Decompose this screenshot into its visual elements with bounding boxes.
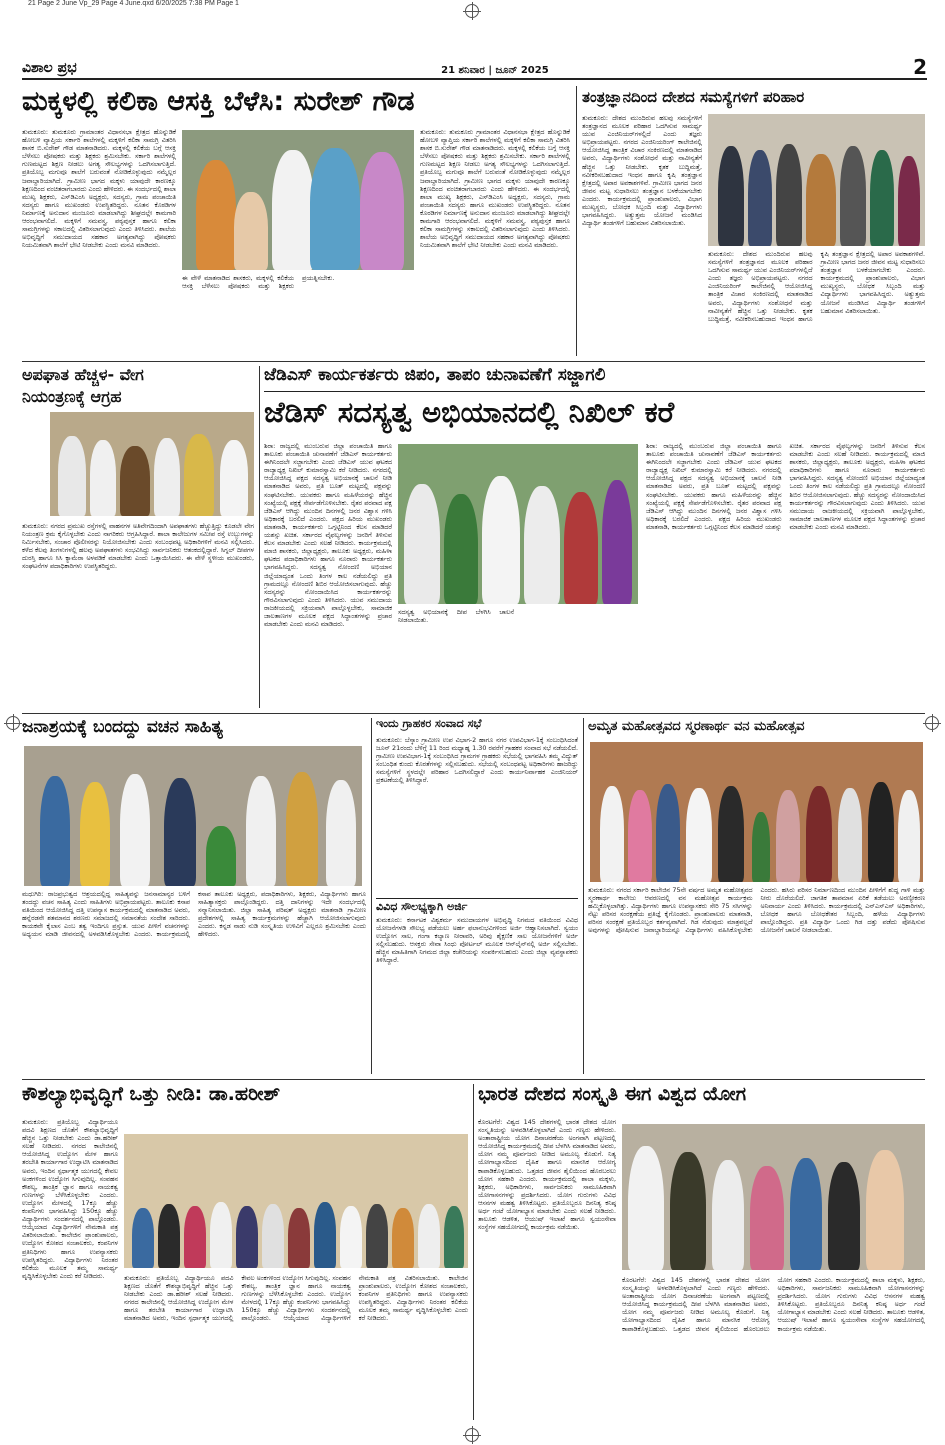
article-photo bbox=[590, 742, 923, 882]
headline: ಜೆಡಿಸ್ ಸದಸ್ಯತ್ವ ಅಭಿಯಾನದಲ್ಲಿ ನಿಖಿಲ್ ಕರೆ bbox=[264, 395, 675, 429]
column-rule bbox=[371, 718, 372, 1074]
column-rule bbox=[576, 86, 577, 356]
row-rule bbox=[22, 713, 925, 714]
article-photo bbox=[124, 1134, 468, 1268]
registration-mark-icon bbox=[465, 1428, 479, 1442]
column-rule bbox=[473, 1084, 474, 1420]
headline: ತಂತ್ರಜ್ಞಾನದಿಂದ ದೇಶದ ಸಮಸ್ಯೆಗಳಿಗೆ ಪರಿಹಾರ bbox=[582, 88, 805, 106]
headline: ಕೌಶಲ್ಯಾಭಿವೃದ್ಧಿಗೆ ಒತ್ತು ನೀಡಿ: ಡಾ.ಹರೀಶ್ bbox=[22, 1084, 281, 1105]
article-skill-development bbox=[22, 1084, 468, 1420]
article-body-continued: ತುಮಕೂರು: ದೇಶದ ಮುಂದಿರುವ ಹಲವು ಸಮಸ್ಯೆಗಳಿಗೆ ತಂತ್ರಜ್ಞಾನದ ಮೂಲಕ ಪರಿಹಾರ ಒದಗಿಸುವ ಸಾಮರ್ಥ್ಯ ಯುವ ಎಂಜಿನಿಯರ್‌ಗಳಲ್ಲಿದೆ ಎಂದು ತಜ್ಞರು ಅಭಿಪ್ರಾಯಪಟ್ಟರು. ನಗರದ ಎಂಜಿನಿಯರಿಂಗ್ ಕಾಲೇಜಿನಲ್ಲಿ ಆಯೋಜಿಸಿದ್ದ ತಾಂತ್ರಿಕ ವಿಚಾರ ಸಂಕಿರಣದಲ್ಲಿ ಮಾತನಾಡಿದ ಅವರು, ವಿದ್ಯಾರ್ಥಿಗಳು ಸಂಶೋಧನೆ ಮತ್ತು ನಾವೀನ್ಯತೆಗೆ ಹೆಚ್ಚಿನ ಒತ್ತು ನೀಡಬೇಕು. ಕೃತಕ ಬುದ್ಧಿಮತ್ತೆ, ನವೀಕರಿಸಬಹುದಾದ ಇಂಧನ ಹಾಗೂ ಕೃಷಿ ತಂತ್ರಜ್ಞಾನ ಕ್ಷೇತ್ರದಲ್ಲಿ ಅಪಾರ ಅವಕಾಶಗಳಿವೆ. ಗ್ರಾಮೀಣ ಭಾಗದ ಜನರ ಜೀವನ ಮಟ್ಟ ಸುಧಾರಿಸಲು ತಂತ್ರಜ್ಞಾನ ಬಳಕೆಯಾಗಬೇಕು ಎಂದರು. ಕಾರ್ಯಕ್ರಮದಲ್ಲಿ ಪ್ರಾಂಶುಪಾಲರು, ವಿಭಾಗ ಮುಖ್ಯಸ್ಥರು, ಬೋಧಕ ಸಿಬ್ಬಂದಿ ಮತ್ತು ವಿದ್ಯಾರ್ಥಿಗಳು ಭಾಗವಹಿಸಿದ್ದರು. ಅತ್ಯುತ್ತಮ ಯೋಜನೆ ಮಂಡಿಸಿದ ವಿದ್ಯಾರ್ಥಿ ತಂಡಗಳಿಗೆ ಬಹುಮಾನ ವಿತರಿಸಲಾಯಿತು. bbox=[708, 250, 925, 323]
masthead bbox=[22, 55, 927, 80]
photo-caption: ಸದಸ್ಯತ್ವ ಅಭಿಯಾನಕ್ಕೆ ದೀಪ ಬೆಳಗಿಸಿ ಚಾಲನೆ ನೀಡಲಾಯಿತು. bbox=[398, 608, 514, 625]
headline: ಇಂದು ಗ್ರಾಹಕರ ಸಂವಾದ ಸಭೆ bbox=[376, 718, 482, 730]
headline-line-2: ನಿಯಂತ್ರಣಕ್ಕೆ ಆಗ್ರಹ bbox=[22, 388, 122, 406]
column-rule bbox=[259, 366, 260, 708]
article-technology-solutions bbox=[582, 86, 925, 356]
article-body-continued: ಶಿರಾ: ರಾಜ್ಯದಲ್ಲಿ ಮುಂಬರುವ ಜಿಲ್ಲಾ ಪಂಚಾಯಿತಿ ಹಾಗೂ ತಾಲೂಕು ಪಂಚಾಯಿತಿ ಚುನಾವಣೆಗೆ ಜೆಡಿಎಸ್ ಕಾರ್ಯಕರ್ತರು ಈಗಿನಿಂದಲೇ ಸಜ್ಜಾಗಬೇಕು ಎಂದು ಜೆಡಿಎಸ್ ಯುವ ಘಟಕದ ರಾಜ್ಯಾಧ್ಯಕ್ಷ ನಿಖಿಲ್ ಕುಮಾರಸ್ವಾಮಿ ಕರೆ ನೀಡಿದರು. ನಗರದಲ್ಲಿ ಆಯೋಜಿಸಿದ್ದ ಪಕ್ಷದ ಸದಸ್ಯತ್ವ ಅಭಿಯಾನಕ್ಕೆ ಚಾಲನೆ ನೀಡಿ ಮಾತನಾಡಿದ ಅವರು, ಪ್ರತಿ ಬೂತ್ ಮಟ್ಟದಲ್ಲಿ ಪಕ್ಷವನ್ನು ಸಂಘಟಿಸಬೇಕು. ಯುವಕರು ಹಾಗೂ ಮಹಿಳೆಯರನ್ನು ಹೆಚ್ಚಿನ ಸಂಖ್ಯೆಯಲ್ಲಿ ಪಕ್ಷಕ್ಕೆ ಸೇರ್ಪಡೆಗೊಳಿಸಬೇಕು. ರೈತರ ಪರವಾದ ಪಕ್ಷ ಜೆಡಿಎಸ್ ಆಗಿದ್ದು ಮುಂದಿನ ದಿನಗಳಲ್ಲಿ ಜನರ ವಿಶ್ವಾಸ ಗಳಿಸಿ ಅಧಿಕಾರಕ್ಕೆ ಬರಲಿದೆ ಎಂದರು. ಪಕ್ಷದ ಹಿರಿಯ ಮುಖಂಡರು ಮಾತನಾಡಿ, ಕಾರ್ಯಕರ್ತರು ಒಗ್ಗಟ್ಟಿನಿಂದ ಕೆಲಸ ಮಾಡಿದರೆ ಯಶಸ್ಸು ಖಚಿತ. ಸರ್ಕಾರದ ವೈಫಲ್ಯಗಳನ್ನು ಜನರಿಗೆ ತಿಳಿಸುವ ಕೆಲಸ ಮಾಡಬೇಕು ಎಂದು ಸಲಹೆ ನೀಡಿದರು. ಕಾರ್ಯಕ್ರಮದಲ್ಲಿ ಮಾಜಿ ಶಾಸಕರು, ಜಿಲ್ಲಾಧ್ಯಕ್ಷರು, ತಾಲೂಕು ಅಧ್ಯಕ್ಷರು, ಮಹಿಳಾ ಘಟಕದ ಪದಾಧಿಕಾರಿಗಳು ಹಾಗೂ ನೂರಾರು ಕಾರ್ಯಕರ್ತರು ಭಾಗವಹಿಸಿದ್ದರು. ಸದಸ್ಯತ್ವ ನೋಂದಣಿ ಅಭಿಯಾನ ಜಿಲ್ಲೆಯಾದ್ಯಂತ ಒಂದು ತಿಂಗಳ ಕಾಲ ನಡೆಯಲಿದ್ದು ಪ್ರತಿ ಗ್ರಾಮದಲ್ಲೂ ನೋಂದಣಿ ಶಿಬಿರ ಆಯೋಜಿಸಲಾಗುವುದು. ಹೆಚ್ಚು ಸದಸ್ಯರನ್ನು ನೋಂದಾಯಿಸಿದ ಕಾರ್ಯಕರ್ತರನ್ನು ಗೌರವಿಸಲಾಗುವುದು ಎಂದು ತಿಳಿಸಿದರು. ಯುವ ಸಮುದಾಯ ರಾಜಕೀಯದಲ್ಲಿ ಸಕ್ರಿಯವಾಗಿ ಪಾಲ್ಗೊಳ್ಳಬೇಕು, ಸಾಮಾಜಿಕ ಜಾಲತಾಣಗಳ ಮೂಲಕ ಪಕ್ಷದ ಸಿದ್ಧಾಂತಗಳನ್ನು ಪ್ರಚಾರ ಮಾಡಬೇಕು ಎಂದು ಮನವಿ ಮಾಡಿದರು. bbox=[646, 442, 925, 531]
article-accident-rise bbox=[22, 366, 254, 708]
headline-line-1: ಅಪಘಾತ ಹೆಚ್ಚಳ- ವೇಗ bbox=[22, 366, 144, 384]
column-rule bbox=[583, 718, 584, 1074]
article-body: ತುಮಕೂರು: ಬೆಸ್ಕಾಂ ಗ್ರಾಮೀಣ ಉಪ ವಿಭಾಗ-2 ಹಾಗೂ ನಗರ ಉಪವಿಭಾಗ-1ಕ್ಕೆ ಸಂಬಂಧಿಸಿದಂತೆ ಜೂನ್ 21ರಂದು ಬೆಳಿಗ್ಗೆ 11 ರಿಂದ ಮಧ್ಯಾಹ್ನ 1.30 ರವರೆಗೆ ಗ್ರಾಹಕರ ಸಂವಾದ ಸಭೆ ನಡೆಯಲಿದೆ. ಗ್ರಾಮೀಣ ಉಪವಿಭಾಗ-1ಕ್ಕೆ ಸಂಬಂಧಿಸಿದ ಗ್ರಾಮಗಳ ಗ್ರಾಹಕರು ಸಭೆಯಲ್ಲಿ ಭಾಗವಹಿಸಿ ತಮ್ಮ ವಿದ್ಯುತ್ ಸಂಬಂಧಿತ ಕುಂದು ಕೊರತೆಗಳನ್ನು ಸಲ್ಲಿಸಬಹುದು. ಸಭೆಯಲ್ಲಿ ಸಂಬಂಧಪಟ್ಟ ಅಧಿಕಾರಿಗಳು ಹಾಜರಿದ್ದು ಸಮಸ್ಯೆಗಳಿಗೆ ಸ್ಥಳದಲ್ಲೇ ಪರಿಹಾರ ಒದಗಿಸಲಿದ್ದಾರೆ ಎಂದು ಕಾರ್ಯನಿರ್ವಾಹಕ ಎಂಜಿನಿಯರ್ ಪ್ರಕಟಣೆಯಲ್ಲಿ ತಿಳಿಸಿದ್ದಾರೆ. bbox=[376, 736, 578, 785]
registration-mark-icon bbox=[6, 716, 20, 730]
article-body: ಕೊರಟಗೆರೆ: ವಿಶ್ವದ 145 ದೇಶಗಳಲ್ಲಿ ಭಾರತ ದೇಶದ ಯೋಗ ಸಂಸ್ಕೃತಿಯನ್ನು ಅಳವಡಿಸಿಕೊಳ್ಳಲಾಗಿದೆ ಎಂದು ಗಣ್ಯರು ಹೇಳಿದರು. ಅಂತಾರಾಷ್ಟ್ರೀಯ ಯೋಗ ದಿನಾಚರಣೆಯ ಅಂಗವಾಗಿ ಪಟ್ಟಣದಲ್ಲಿ ಆಯೋಜಿಸಿದ್ದ ಕಾರ್ಯಕ್ರಮದಲ್ಲಿ ದೀಪ ಬೆಳಗಿಸಿ ಮಾತನಾಡಿದ ಅವರು, ಯೋಗ ನಮ್ಮ ಪೂರ್ವಜರು ನೀಡಿದ ಅಮೂಲ್ಯ ಕೊಡುಗೆ. ನಿತ್ಯ ಯೋಗಾಭ್ಯಾಸದಿಂದ ದೈಹಿಕ ಹಾಗೂ ಮಾನಸಿಕ ಆರೋಗ್ಯ ಕಾಪಾಡಿಕೊಳ್ಳಬಹುದು. ಒತ್ತಡದ ಜೀವನ ಶೈಲಿಯಿಂದ ಹೊರಬರಲು ಯೋಗ ಸಹಕಾರಿ ಎಂದರು. ಕಾರ್ಯಕ್ರಮದಲ್ಲಿ ಶಾಲಾ ಮಕ್ಕಳು, ಶಿಕ್ಷಕರು, ಅಧಿಕಾರಿಗಳು, ಸಾರ್ವಜನಿಕರು ಸಾಮೂಹಿಕವಾಗಿ ಯೋಗಾಸನಗಳನ್ನು ಪ್ರದರ್ಶಿಸಿದರು. ಯೋಗ ಗುರುಗಳು ವಿವಿಧ ಆಸನಗಳ ಮಹತ್ವ ತಿಳಿಸಿಕೊಟ್ಟರು. ಪ್ರತಿಯೊಬ್ಬರೂ ದಿನನಿತ್ಯ ಕನಿಷ್ಠ ಅರ್ಧ ಗಂಟೆ ಯೋಗಾಭ್ಯಾಸ ಮಾಡಬೇಕು ಎಂದು ಸಲಹೆ ನೀಡಿದರು. ತಾಲೂಕು ಆಡಳಿತ, ಆಯುಷ್ ಇಲಾಖೆ ಹಾಗೂ ಸ್ವಯಂಸೇವಾ ಸಂಸ್ಥೆಗಳ ಸಹಯೋಗದಲ್ಲಿ ಕಾರ್ಯಕ್ರಮ ನಡೆಯಿತು. bbox=[478, 1118, 616, 1232]
article-body: ತುಮಕೂರು: ನಗರದ ಪ್ರಮುಖ ರಸ್ತೆಗಳಲ್ಲಿ ವಾಹನಗಳ ಅತಿವೇಗದಿಂದಾಗಿ ಅಪಘಾತಗಳು ಹೆಚ್ಚುತ್ತಿದ್ದು ಕೂಡಲೇ ವೇಗ ನಿಯಂತ್ರಣ ಕ್ರಮ ಕೈಗೊಳ್ಳಬೇಕು ಎಂದು ನಾಗರಿಕರು ಆಗ್ರಹಿಸಿದ್ದಾರೆ. ಶಾಲಾ ಕಾಲೇಜುಗಳ ಸಮೀಪ ರಸ್ತೆ ಉಬ್ಬುಗಳನ್ನು ನಿರ್ಮಿಸಬೇಕು, ಸಂಚಾರ ಪೊಲೀಸರನ್ನು ನಿಯೋಜಿಸಬೇಕು ಎಂದು ಸಂಬಂಧಪಟ್ಟ ಅಧಿಕಾರಿಗಳಿಗೆ ಮನವಿ ಸಲ್ಲಿಸಿದರು. ಕಳೆದ ಕೆಲವು ತಿಂಗಳುಗಳಲ್ಲಿ ಹಲವು ಅಪಘಾತಗಳು ಸಂಭವಿಸಿದ್ದು ಸಾರ್ವಜನಿಕರು ಆತಂಕದಲ್ಲಿದ್ದಾರೆ. ಸಿಗ್ನಲ್ ದೀಪಗಳ ದುರಸ್ತಿ ಹಾಗೂ ಸಿಸಿ ಕ್ಯಾಮೆರಾ ಅಳವಡಿಕೆ ಮಾಡಬೇಕು ಎಂದು ಒತ್ತಾಯಿಸಿದರು. ಈ ವೇಳೆ ಸ್ಥಳೀಯ ಮುಖಂಡರು, ಸಂಘಟನೆಗಳ ಪದಾಧಿಕಾರಿಗಳು ಉಪಸ್ಥಿತರಿದ್ದರು. bbox=[22, 522, 254, 571]
registration-mark-icon bbox=[465, 4, 479, 18]
issue-date: 21 ಶನಿವಾರ | ಜೂನ್ 2025 bbox=[441, 65, 549, 76]
photo-caption: ಈ ವೇಳೆ ಮಾತನಾಡಿದ ಶಾಸಕರು, ಮಕ್ಕಳಲ್ಲಿ ಕಲಿಕೆಯ ಆಸಕ್ತಿ ಬೆಳೆಸಲು ಪೋಷಕರು ಮತ್ತು ಶಿಕ್ಷಕರು ಪ್ರಯತ್ನಿಸಬೇಕು. bbox=[182, 274, 335, 291]
article-yoga-culture bbox=[478, 1084, 925, 1420]
row-rule bbox=[22, 1079, 925, 1080]
article-photo bbox=[398, 444, 638, 604]
sub-headline: ವಿವಿಧ ಸೌಲಭ್ಯಕ್ಕಾಗಿ ಅರ್ಜಿ bbox=[376, 898, 578, 914]
article-photo bbox=[24, 746, 362, 886]
newspaper-title: ವಿಶಾಲ ಪ್ರಭ bbox=[22, 60, 77, 76]
article-photo bbox=[50, 412, 254, 516]
article-body: ತುಮಕೂರು: ದೇಶದ ಮುಂದಿರುವ ಹಲವು ಸಮಸ್ಯೆಗಳಿಗೆ ತಂತ್ರಜ್ಞಾನದ ಮೂಲಕ ಪರಿಹಾರ ಒದಗಿಸುವ ಸಾಮರ್ಥ್ಯ ಯುವ ಎಂಜಿನಿಯರ್‌ಗಳಲ್ಲಿದೆ ಎಂದು ತಜ್ಞರು ಅಭಿಪ್ರಾಯಪಟ್ಟರು. ನಗರದ ಎಂಜಿನಿಯರಿಂಗ್ ಕಾಲೇಜಿನಲ್ಲಿ ಆಯೋಜಿಸಿದ್ದ ತಾಂತ್ರಿಕ ವಿಚಾರ ಸಂಕಿರಣದಲ್ಲಿ ಮಾತನಾಡಿದ ಅವರು, ವಿದ್ಯಾರ್ಥಿಗಳು ಸಂಶೋಧನೆ ಮತ್ತು ನಾವೀನ್ಯತೆಗೆ ಹೆಚ್ಚಿನ ಒತ್ತು ನೀಡಬೇಕು. ಕೃತಕ ಬುದ್ಧಿಮತ್ತೆ, ನವೀಕರಿಸಬಹುದಾದ ಇಂಧನ ಹಾಗೂ ಕೃಷಿ ತಂತ್ರಜ್ಞಾನ ಕ್ಷೇತ್ರದಲ್ಲಿ ಅಪಾರ ಅವಕಾಶಗಳಿವೆ. ಗ್ರಾಮೀಣ ಭಾಗದ ಜನರ ಜೀವನ ಮಟ್ಟ ಸುಧಾರಿಸಲು ತಂತ್ರಜ್ಞಾನ ಬಳಕೆಯಾಗಬೇಕು ಎಂದರು. ಕಾರ್ಯಕ್ರಮದಲ್ಲಿ ಪ್ರಾಂಶುಪಾಲರು, ವಿಭಾಗ ಮುಖ್ಯಸ್ಥರು, ಬೋಧಕ ಸಿಬ್ಬಂದಿ ಮತ್ತು ವಿದ್ಯಾರ್ಥಿಗಳು ಭಾಗವಹಿಸಿದ್ದರು. ಅತ್ಯುತ್ತಮ ಯೋಜನೆ ಮಂಡಿಸಿದ ವಿದ್ಯಾರ್ಥಿ ತಂಡಗಳಿಗೆ ಬಹುಮಾನ ವಿತರಿಸಲಾಯಿತು. bbox=[582, 114, 702, 228]
article-body: ಮಧುಗಿರಿ: ರಾಜಪ್ರಭುತ್ವದ ಆಶ್ರಯದಲ್ಲಿದ್ದ ಸಾಹಿತ್ಯವನ್ನು ಜನಸಾಮಾನ್ಯರ ಬಳಿಗೆ ತಂದದ್ದು ವಚನ ಸಾಹಿತ್ಯ ಎಂದು ಸಾಹಿತಿಗಳು ಅಭಿಪ್ರಾಯಪಟ್ಟರು. ತಾಲೂಕು ಕಸಾಪ ವತಿಯಿಂದ ಆಯೋಜಿಸಿದ್ದ ದತ್ತಿ ಉಪನ್ಯಾಸ ಕಾರ್ಯಕ್ರಮದಲ್ಲಿ ಮಾತನಾಡಿದ ಅವರು, ಹನ್ನೆರಡನೇ ಶತಮಾನದ ಶರಣರು ಸಮಾಜದಲ್ಲಿ ಸಮಾನತೆಯ ಸಂದೇಶ ಸಾರಿದರು. ಕಾಯಕವೇ ಕೈಲಾಸ ಎಂಬ ತತ್ವ ಇಂದಿಗೂ ಪ್ರಸ್ತುತ. ಯುವ ಪೀಳಿಗೆ ವಚನಗಳನ್ನು ಅಧ್ಯಯನ ಮಾಡಿ ಜೀವನದಲ್ಲಿ ಅಳವಡಿಸಿಕೊಳ್ಳಬೇಕು ಎಂದರು. ಕಾರ್ಯಕ್ರಮದಲ್ಲಿ ಕಸಾಪ ತಾಲೂಕು ಅಧ್ಯಕ್ಷರು, ಪದಾಧಿಕಾರಿಗಳು, ಶಿಕ್ಷಕರು, ವಿದ್ಯಾರ್ಥಿಗಳು ಹಾಗೂ ಸಾಹಿತ್ಯಾಸಕ್ತರು ಪಾಲ್ಗೊಂಡಿದ್ದರು. ದತ್ತಿ ದಾನಿಗಳನ್ನು ಇದೇ ಸಂದರ್ಭದಲ್ಲಿ ಸನ್ಮಾನಿಸಲಾಯಿತು. ಜಿಲ್ಲಾ ಸಾಹಿತ್ಯ ಪರಿಷತ್ ಅಧ್ಯಕ್ಷರು ಮಾತನಾಡಿ ಗ್ರಾಮೀಣ ಪ್ರದೇಶಗಳಲ್ಲಿ ಸಾಹಿತ್ಯ ಕಾರ್ಯಕ್ರಮಗಳನ್ನು ಹೆಚ್ಚಾಗಿ ಆಯೋಜಿಸಲಾಗುವುದು ಎಂದರು. ಕನ್ನಡ ನಾಡು ನುಡಿ ಸಂಸ್ಕೃತಿಯ ಉಳಿವಿಗೆ ಎಲ್ಲರೂ ಶ್ರಮಿಸಬೇಕು ಎಂದು ಹೇಳಿದರು. bbox=[22, 890, 366, 939]
article-photo bbox=[708, 114, 925, 246]
article-photo bbox=[182, 130, 414, 270]
row-rule bbox=[22, 361, 925, 362]
page-number: 2 bbox=[913, 55, 927, 79]
article-body-continued: ತುಮಕೂರು: ತುಮಕೂರು ಗ್ರಾಮಾಂತರ ವಿಧಾನಸಭಾ ಕ್ಷೇತ್ರದ ಹೊನ್ನುಡಿಕೆ ಹೋಬಳಿ ವ್ಯಾಪ್ತಿಯ ಸರ್ಕಾರಿ ಶಾಲೆಗಳಲ್ಲಿ ಮಕ್ಕಳಿಗೆ ಕಲಿಕಾ ಸಾಮಗ್ರಿ ವಿತರಿಸಿ ಶಾಸಕ ಬಿ.ಸುರೇಶ್ ಗೌಡ ಮಾತನಾಡಿದರು. ಮಕ್ಕಳಲ್ಲಿ ಕಲಿಕೆಯ ಬಗ್ಗೆ ಆಸಕ್ತಿ ಬೆಳೆಸಲು ಪೋಷಕರು ಮತ್ತು ಶಿಕ್ಷಕರು ಶ್ರಮಿಸಬೇಕು. ಸರ್ಕಾರಿ ಶಾಲೆಗಳಲ್ಲಿ ಗುಣಮಟ್ಟದ ಶಿಕ್ಷಣ ನೀಡಲು ಅಗತ್ಯ ಸೌಲಭ್ಯಗಳನ್ನು ಒದಗಿಸಲಾಗುತ್ತಿದೆ. ಪ್ರತಿಯೊಬ್ಬ ಮಗುವೂ ಶಾಲೆಗೆ ಬರುವಂತೆ ನೋಡಿಕೊಳ್ಳುವುದು ನಮ್ಮೆಲ್ಲರ ಜವಾಬ್ದಾರಿಯಾಗಿದೆ. ಗ್ರಾಮೀಣ ಭಾಗದ ಮಕ್ಕಳು ಯಾವುದೇ ಕಾರಣಕ್ಕೂ ಶಿಕ್ಷಣದಿಂದ ವಂಚಿತರಾಗಬಾರದು ಎಂದು ಹೇಳಿದರು. ಈ ಸಂದರ್ಭದಲ್ಲಿ ಶಾಲಾ ಮುಖ್ಯ ಶಿಕ್ಷಕರು, ಎಸ್‌ಡಿಎಂಸಿ ಅಧ್ಯಕ್ಷರು, ಸದಸ್ಯರು, ಗ್ರಾಮ ಪಂಚಾಯಿತಿ ಸದಸ್ಯರು ಹಾಗೂ ಮುಖಂಡರು ಉಪಸ್ಥಿತರಿದ್ದರು. ನೂತನ ಕೊಠಡಿಗಳ ನಿರ್ಮಾಣಕ್ಕೆ ಅನುದಾನ ಮಂಜೂರು ಮಾಡಲಾಗಿದ್ದು ಶೀಘ್ರದಲ್ಲೇ ಕಾಮಗಾರಿ ಆರಂಭವಾಗಲಿದೆ. ಮಕ್ಕಳಿಗೆ ಸಮವಸ್ತ್ರ, ಪಠ್ಯಪುಸ್ತಕ ಹಾಗೂ ಕಲಿಕಾ ಸಾಮಗ್ರಿಗಳನ್ನು ಸಕಾಲದಲ್ಲಿ ವಿತರಿಸಲಾಗುವುದು ಎಂದು ತಿಳಿಸಿದರು. ಶಾಲೆಯ ಅಭಿವೃದ್ಧಿಗೆ ಸಮುದಾಯದ ಸಹಕಾರ ಅಗತ್ಯವಾಗಿದ್ದು ಪೋಷಕರು ನಿಯಮಿತವಾಗಿ ಶಾಲೆಗೆ ಭೇಟಿ ನೀಡಬೇಕು ಎಂದು ಮನವಿ ಮಾಡಿದರು. bbox=[420, 128, 570, 250]
print-slug: 21 Page 2 June Vp_29 Page 4 June.qxd 6/20/2025 7:38 PM Page 1 bbox=[28, 0, 239, 7]
headline: ಮಕ್ಕಳಲ್ಲಿ ಕಲಿಕಾ ಆಸಕ್ತಿ ಬೆಳೆಸಿ: ಸುರೇಶ್ ಗೌಡ bbox=[22, 86, 415, 117]
headline: ಭಾರತ ದೇಶದ ಸಂಸ್ಕೃತಿ ಈಗ ವಿಶ್ವದ ಯೋಗ bbox=[478, 1084, 746, 1105]
article-body: ತುಮಕೂರು: ನಗರದ ಸರ್ಕಾರಿ ಕಾಲೇಜಿನ 75ನೇ ವರ್ಷದ ಅಮೃತ ಮಹೋತ್ಸವದ ಸ್ಮರಣಾರ್ಥ ಕಾಲೇಜು ಆವರಣದಲ್ಲಿ ವನ ಮಹೋತ್ಸವ ಕಾರ್ಯಕ್ರಮ ಹಮ್ಮಿಕೊಳ್ಳಲಾಗಿತ್ತು. ವಿದ್ಯಾರ್ಥಿಗಳು ಹಾಗೂ ಉಪನ್ಯಾಸಕರು ಸೇರಿ 75 ಸಸಿಗಳನ್ನು ನೆಟ್ಟು ಪರಿಸರ ಸಂರಕ್ಷಣೆಯ ಪ್ರತಿಜ್ಞೆ ಕೈಗೊಂಡರು. ಪ್ರಾಂಶುಪಾಲರು ಮಾತನಾಡಿ, ಪರಿಸರ ಸಂರಕ್ಷಣೆ ಪ್ರತಿಯೊಬ್ಬರ ಕರ್ತವ್ಯವಾಗಿದೆ. ಗಿಡ ನೆಡುವುದು ಮಾತ್ರವಲ್ಲದೆ ಅವುಗಳನ್ನು ಪೋಷಿಸುವ ಜವಾಬ್ದಾರಿಯನ್ನೂ ವಿದ್ಯಾರ್ಥಿಗಳು ವಹಿಸಿಕೊಳ್ಳಬೇಕು ಎಂದರು. ಹಸಿರು ಪರಿಸರ ನಿರ್ಮಾಣದಿಂದ ಮುಂದಿನ ಪೀಳಿಗೆಗೆ ಶುದ್ಧ ಗಾಳಿ ಮತ್ತು ನೀರು ದೊರೆಯಲಿದೆ. ಜಾಗತಿಕ ತಾಪಮಾನ ಏರಿಕೆ ತಡೆಯಲು ಅರಣ್ಯೀಕರಣ ಅನಿವಾರ್ಯ ಎಂದು ತಿಳಿಸಿದರು. ಕಾರ್ಯಕ್ರಮದಲ್ಲಿ ಎನ್‌ಎಸ್‌ಎಸ್ ಅಧಿಕಾರಿಗಳು, ಬೋಧಕ ಹಾಗೂ ಬೋಧಕೇತರ ಸಿಬ್ಬಂದಿ, ಹಳೆಯ ವಿದ್ಯಾರ್ಥಿಗಳು ಪಾಲ್ಗೊಂಡಿದ್ದರು. ಪ್ರತಿ ವಿದ್ಯಾರ್ಥಿ ಒಂದು ಗಿಡ ದತ್ತು ಪಡೆದು ಪೋಷಿಸುವ ಯೋಜನೆಗೆ ಚಾಲನೆ ನೀಡಲಾಯಿತು. bbox=[588, 886, 925, 935]
headline: ಜನಾಶ್ರಯಕ್ಕೆ ಬಂದದ್ದು ವಚನ ಸಾಹಿತ್ಯ bbox=[22, 718, 223, 737]
registration-mark-icon bbox=[925, 716, 939, 730]
article-jds-membership bbox=[264, 366, 925, 708]
article-consumer-meeting bbox=[376, 718, 578, 1074]
sub-article-body: ತುಮಕೂರು: ಕರ್ನಾಟಕ ವಿಶ್ವಕರ್ಮ ಸಮುದಾಯಗಳ ಅಭಿವೃದ್ಧಿ ನಿಗಮದ ವತಿಯಿಂದ ವಿವಿಧ ಯೋಜನೆಗಳಡಿ ಸೌಲಭ್ಯ ಪಡೆಯಲು ಅರ್ಹ ಫಲಾನುಭವಿಗಳಿಂದ ಅರ್ಜಿ ಆಹ್ವಾನಿಸಲಾಗಿದೆ. ಸ್ವಯಂ ಉದ್ಯೋಗ ಸಾಲ, ಗಂಗಾ ಕಲ್ಯಾಣ ನೀರಾವರಿ, ಅರಿವು ಶೈಕ್ಷಣಿಕ ಸಾಲ ಯೋಜನೆಗಳಿಗೆ ಅರ್ಜಿ ಸಲ್ಲಿಸಬಹುದು. ಆಸಕ್ತರು ಸೇವಾ ಸಿಂಧು ಪೋರ್ಟಲ್ ಮೂಲಕ ಆನ್‌ಲೈನ್‌ನಲ್ಲಿ ಅರ್ಜಿ ಸಲ್ಲಿಸಬೇಕು. ಹೆಚ್ಚಿನ ಮಾಹಿತಿಗಾಗಿ ನಿಗಮದ ಜಿಲ್ಲಾ ಕಚೇರಿಯನ್ನು ಸಂಪರ್ಕಿಸಬಹುದು ಎಂದು ಜಿಲ್ಲಾ ವ್ಯವಸ್ಥಾಪಕರು ತಿಳಿಸಿದ್ದಾರೆ. bbox=[376, 916, 578, 965]
article-photo bbox=[622, 1124, 925, 1270]
article-vachana-sahitya bbox=[22, 718, 366, 1074]
kicker: ಜೆಡಿಎಸ್ ಕಾರ್ಯಕರ್ತರು ಜಿಪಂ, ತಾಪಂ ಚುನಾವಣೆಗೆ ಸಜ್ಜಾಗಲಿ bbox=[264, 366, 925, 392]
headline: ಅಮೃತ ಮಹೋತ್ಸವದ ಸ್ಮರಣಾರ್ಥ ವನ ಮಹೋತ್ಸವ bbox=[588, 719, 805, 734]
article-learning-interest bbox=[22, 86, 570, 356]
article-body-continued: ಕೊರಟಗೆರೆ: ವಿಶ್ವದ 145 ದೇಶಗಳಲ್ಲಿ ಭಾರತ ದೇಶದ ಯೋಗ ಸಂಸ್ಕೃತಿಯನ್ನು ಅಳವಡಿಸಿಕೊಳ್ಳಲಾಗಿದೆ ಎಂದು ಗಣ್ಯರು ಹೇಳಿದರು. ಅಂತಾರಾಷ್ಟ್ರೀಯ ಯೋಗ ದಿನಾಚರಣೆಯ ಅಂಗವಾಗಿ ಪಟ್ಟಣದಲ್ಲಿ ಆಯೋಜಿಸಿದ್ದ ಕಾರ್ಯಕ್ರಮದಲ್ಲಿ ದೀಪ ಬೆಳಗಿಸಿ ಮಾತನಾಡಿದ ಅವರು, ಯೋಗ ನಮ್ಮ ಪೂರ್ವಜರು ನೀಡಿದ ಅಮೂಲ್ಯ ಕೊಡುಗೆ. ನಿತ್ಯ ಯೋಗಾಭ್ಯಾಸದಿಂದ ದೈಹಿಕ ಹಾಗೂ ಮಾನಸಿಕ ಆರೋಗ್ಯ ಕಾಪಾಡಿಕೊಳ್ಳಬಹುದು. ಒತ್ತಡದ ಜೀವನ ಶೈಲಿಯಿಂದ ಹೊರಬರಲು ಯೋಗ ಸಹಕಾರಿ ಎಂದರು. ಕಾರ್ಯಕ್ರಮದಲ್ಲಿ ಶಾಲಾ ಮಕ್ಕಳು, ಶಿಕ್ಷಕರು, ಅಧಿಕಾರಿಗಳು, ಸಾರ್ವಜನಿಕರು ಸಾಮೂಹಿಕವಾಗಿ ಯೋಗಾಸನಗಳನ್ನು ಪ್ರದರ್ಶಿಸಿದರು. ಯೋಗ ಗುರುಗಳು ವಿವಿಧ ಆಸನಗಳ ಮಹತ್ವ ತಿಳಿಸಿಕೊಟ್ಟರು. ಪ್ರತಿಯೊಬ್ಬರೂ ದಿನನಿತ್ಯ ಕನಿಷ್ಠ ಅರ್ಧ ಗಂಟೆ ಯೋಗಾಭ್ಯಾಸ ಮಾಡಬೇಕು ಎಂದು ಸಲಹೆ ನೀಡಿದರು. ತಾಲೂಕು ಆಡಳಿತ, ಆಯುಷ್ ಇಲಾಖೆ ಹಾಗೂ ಸ್ವಯಂಸೇವಾ ಸಂಸ್ಥೆಗಳ ಸಹಯೋಗದಲ್ಲಿ ಕಾರ್ಯಕ್ರಮ ನಡೆಯಿತು. bbox=[622, 1276, 925, 1333]
article-body: ತುಮಕೂರು: ತುಮಕೂರು ಗ್ರಾಮಾಂತರ ವಿಧಾನಸಭಾ ಕ್ಷೇತ್ರದ ಹೊನ್ನುಡಿಕೆ ಹೋಬಳಿ ವ್ಯಾಪ್ತಿಯ ಸರ್ಕಾರಿ ಶಾಲೆಗಳಲ್ಲಿ ಮಕ್ಕಳಿಗೆ ಕಲಿಕಾ ಸಾಮಗ್ರಿ ವಿತರಿಸಿ ಶಾಸಕ ಬಿ.ಸುರೇಶ್ ಗೌಡ ಮಾತನಾಡಿದರು. ಮಕ್ಕಳಲ್ಲಿ ಕಲಿಕೆಯ ಬಗ್ಗೆ ಆಸಕ್ತಿ ಬೆಳೆಸಲು ಪೋಷಕರು ಮತ್ತು ಶಿಕ್ಷಕರು ಶ್ರಮಿಸಬೇಕು. ಸರ್ಕಾರಿ ಶಾಲೆಗಳಲ್ಲಿ ಗುಣಮಟ್ಟದ ಶಿಕ್ಷಣ ನೀಡಲು ಅಗತ್ಯ ಸೌಲಭ್ಯಗಳನ್ನು ಒದಗಿಸಲಾಗುತ್ತಿದೆ. ಪ್ರತಿಯೊಬ್ಬ ಮಗುವೂ ಶಾಲೆಗೆ ಬರುವಂತೆ ನೋಡಿಕೊಳ್ಳುವುದು ನಮ್ಮೆಲ್ಲರ ಜವಾಬ್ದಾರಿಯಾಗಿದೆ. ಗ್ರಾಮೀಣ ಭಾಗದ ಮಕ್ಕಳು ಯಾವುದೇ ಕಾರಣಕ್ಕೂ ಶಿಕ್ಷಣದಿಂದ ವಂಚಿತರಾಗಬಾರದು ಎಂದು ಹೇಳಿದರು. ಈ ಸಂದರ್ಭದಲ್ಲಿ ಶಾಲಾ ಮುಖ್ಯ ಶಿಕ್ಷಕರು, ಎಸ್‌ಡಿಎಂಸಿ ಅಧ್ಯಕ್ಷರು, ಸದಸ್ಯರು, ಗ್ರಾಮ ಪಂಚಾಯಿತಿ ಸದಸ್ಯರು ಹಾಗೂ ಮುಖಂಡರು ಉಪಸ್ಥಿತರಿದ್ದರು. ನೂತನ ಕೊಠಡಿಗಳ ನಿರ್ಮಾಣಕ್ಕೆ ಅನುದಾನ ಮಂಜೂರು ಮಾಡಲಾಗಿದ್ದು ಶೀಘ್ರದಲ್ಲೇ ಕಾಮಗಾರಿ ಆರಂಭವಾಗಲಿದೆ. ಮಕ್ಕಳಿಗೆ ಸಮವಸ್ತ್ರ, ಪಠ್ಯಪುಸ್ತಕ ಹಾಗೂ ಕಲಿಕಾ ಸಾಮಗ್ರಿಗಳನ್ನು ಸಕಾಲದಲ್ಲಿ ವಿತರಿಸಲಾಗುವುದು ಎಂದು ತಿಳಿಸಿದರು. ಶಾಲೆಯ ಅಭಿವೃದ್ಧಿಗೆ ಸಮುದಾಯದ ಸಹಕಾರ ಅಗತ್ಯವಾಗಿದ್ದು ಪೋಷಕರು ನಿಯಮಿತವಾಗಿ ಶಾಲೆಗೆ ಭೇಟಿ ನೀಡಬೇಕು ಎಂದು ಮನವಿ ಮಾಡಿದರು. bbox=[22, 128, 176, 250]
article-forest-festival bbox=[588, 718, 925, 1074]
article-body-continued: ತುಮಕೂರು: ಪ್ರತಿಯೊಬ್ಬ ವಿದ್ಯಾರ್ಥಿಯೂ ಪದವಿ ಶಿಕ್ಷಣದ ಜೊತೆಗೆ ಕೌಶಲ್ಯಾಭಿವೃದ್ಧಿಗೆ ಹೆಚ್ಚಿನ ಒತ್ತು ನೀಡಬೇಕು ಎಂದು ಡಾ.ಹರೀಶ್ ಸಲಹೆ ನೀಡಿದರು. ನಗರದ ಕಾಲೇಜಿನಲ್ಲಿ ಆಯೋಜಿಸಿದ್ದ ಉದ್ಯೋಗ ಮೇಳ ಹಾಗೂ ತರಬೇತಿ ಕಾರ್ಯಾಗಾರ ಉದ್ಘಾಟಿಸಿ ಮಾತನಾಡಿದ ಅವರು, ಇಂದಿನ ಸ್ಪರ್ಧಾತ್ಮಕ ಯುಗದಲ್ಲಿ ಕೇವಲ ಅಂಕಗಳಿಂದ ಉದ್ಯೋಗ ಸಿಗುವುದಿಲ್ಲ. ಸಂವಹನ ಕೌಶಲ್ಯ, ತಾಂತ್ರಿಕ ಜ್ಞಾನ ಹಾಗೂ ನಾಯಕತ್ವ ಗುಣಗಳನ್ನು ಬೆಳೆಸಿಕೊಳ್ಳಬೇಕು ಎಂದರು. ಉದ್ಯೋಗ ಮೇಳದಲ್ಲಿ 17ಕ್ಕೂ ಹೆಚ್ಚು ಕಂಪನಿಗಳು ಭಾಗವಹಿಸಿದ್ದು 150ಕ್ಕೂ ಹೆಚ್ಚು ವಿದ್ಯಾರ್ಥಿಗಳು ಸಂದರ್ಶನದಲ್ಲಿ ಪಾಲ್ಗೊಂಡರು. ಆಯ್ಕೆಯಾದ ವಿದ್ಯಾರ್ಥಿಗಳಿಗೆ ನೇಮಕಾತಿ ಪತ್ರ ವಿತರಿಸಲಾಯಿತು. ಕಾಲೇಜಿನ ಪ್ರಾಂಶುಪಾಲರು, ಉದ್ಯೋಗ ಕೋಶದ ಸಂಚಾಲಕರು, ಕಂಪನಿಗಳ ಪ್ರತಿನಿಧಿಗಳು ಹಾಗೂ ಉಪನ್ಯಾಸಕರು ಉಪಸ್ಥಿತರಿದ್ದರು. ವಿದ್ಯಾರ್ಥಿಗಳು ನಿರಂತರ ಕಲಿಕೆಯ ಮೂಲಕ ತಮ್ಮ ಸಾಮರ್ಥ್ಯ ವೃದ್ಧಿಸಿಕೊಳ್ಳಬೇಕು ಎಂದು ಕರೆ ನೀಡಿದರು. bbox=[124, 1274, 468, 1323]
article-body: ತುಮಕೂರು: ಪ್ರತಿಯೊಬ್ಬ ವಿದ್ಯಾರ್ಥಿಯೂ ಪದವಿ ಶಿಕ್ಷಣದ ಜೊತೆಗೆ ಕೌಶಲ್ಯಾಭಿವೃದ್ಧಿಗೆ ಹೆಚ್ಚಿನ ಒತ್ತು ನೀಡಬೇಕು ಎಂದು ಡಾ.ಹರೀಶ್ ಸಲಹೆ ನೀಡಿದರು. ನಗರದ ಕಾಲೇಜಿನಲ್ಲಿ ಆಯೋಜಿಸಿದ್ದ ಉದ್ಯೋಗ ಮೇಳ ಹಾಗೂ ತರಬೇತಿ ಕಾರ್ಯಾಗಾರ ಉದ್ಘಾಟಿಸಿ ಮಾತನಾಡಿದ ಅವರು, ಇಂದಿನ ಸ್ಪರ್ಧಾತ್ಮಕ ಯುಗದಲ್ಲಿ ಕೇವಲ ಅಂಕಗಳಿಂದ ಉದ್ಯೋಗ ಸಿಗುವುದಿಲ್ಲ. ಸಂವಹನ ಕೌಶಲ್ಯ, ತಾಂತ್ರಿಕ ಜ್ಞಾನ ಹಾಗೂ ನಾಯಕತ್ವ ಗುಣಗಳನ್ನು ಬೆಳೆಸಿಕೊಳ್ಳಬೇಕು ಎಂದರು. ಉದ್ಯೋಗ ಮೇಳದಲ್ಲಿ 17ಕ್ಕೂ ಹೆಚ್ಚು ಕಂಪನಿಗಳು ಭಾಗವಹಿಸಿದ್ದು 150ಕ್ಕೂ ಹೆಚ್ಚು ವಿದ್ಯಾರ್ಥಿಗಳು ಸಂದರ್ಶನದಲ್ಲಿ ಪಾಲ್ಗೊಂಡರು. ಆಯ್ಕೆಯಾದ ವಿದ್ಯಾರ್ಥಿಗಳಿಗೆ ನೇಮಕಾತಿ ಪತ್ರ ವಿತರಿಸಲಾಯಿತು. ಕಾಲೇಜಿನ ಪ್ರಾಂಶುಪಾಲರು, ಉದ್ಯೋಗ ಕೋಶದ ಸಂಚಾಲಕರು, ಕಂಪನಿಗಳ ಪ್ರತಿನಿಧಿಗಳು ಹಾಗೂ ಉಪನ್ಯಾಸಕರು ಉಪಸ್ಥಿತರಿದ್ದರು. ವಿದ್ಯಾರ್ಥಿಗಳು ನಿರಂತರ ಕಲಿಕೆಯ ಮೂಲಕ ತಮ್ಮ ಸಾಮರ್ಥ್ಯ ವೃದ್ಧಿಸಿಕೊಳ್ಳಬೇಕು ಎಂದು ಕರೆ ನೀಡಿದರು. bbox=[22, 1118, 118, 1280]
article-body: ಶಿರಾ: ರಾಜ್ಯದಲ್ಲಿ ಮುಂಬರುವ ಜಿಲ್ಲಾ ಪಂಚಾಯಿತಿ ಹಾಗೂ ತಾಲೂಕು ಪಂಚಾಯಿತಿ ಚುನಾವಣೆಗೆ ಜೆಡಿಎಸ್ ಕಾರ್ಯಕರ್ತರು ಈಗಿನಿಂದಲೇ ಸಜ್ಜಾಗಬೇಕು ಎಂದು ಜೆಡಿಎಸ್ ಯುವ ಘಟಕದ ರಾಜ್ಯಾಧ್ಯಕ್ಷ ನಿಖಿಲ್ ಕುಮಾರಸ್ವಾಮಿ ಕರೆ ನೀಡಿದರು. ನಗರದಲ್ಲಿ ಆಯೋಜಿಸಿದ್ದ ಪಕ್ಷದ ಸದಸ್ಯತ್ವ ಅಭಿಯಾನಕ್ಕೆ ಚಾಲನೆ ನೀಡಿ ಮಾತನಾಡಿದ ಅವರು, ಪ್ರತಿ ಬೂತ್ ಮಟ್ಟದಲ್ಲಿ ಪಕ್ಷವನ್ನು ಸಂಘಟಿಸಬೇಕು. ಯುವಕರು ಹಾಗೂ ಮಹಿಳೆಯರನ್ನು ಹೆಚ್ಚಿನ ಸಂಖ್ಯೆಯಲ್ಲಿ ಪಕ್ಷಕ್ಕೆ ಸೇರ್ಪಡೆಗೊಳಿಸಬೇಕು. ರೈತರ ಪರವಾದ ಪಕ್ಷ ಜೆಡಿಎಸ್ ಆಗಿದ್ದು ಮುಂದಿನ ದಿನಗಳಲ್ಲಿ ಜನರ ವಿಶ್ವಾಸ ಗಳಿಸಿ ಅಧಿಕಾರಕ್ಕೆ ಬರಲಿದೆ ಎಂದರು. ಪಕ್ಷದ ಹಿರಿಯ ಮುಖಂಡರು ಮಾತನಾಡಿ, ಕಾರ್ಯಕರ್ತರು ಒಗ್ಗಟ್ಟಿನಿಂದ ಕೆಲಸ ಮಾಡಿದರೆ ಯಶಸ್ಸು ಖಚಿತ. ಸರ್ಕಾರದ ವೈಫಲ್ಯಗಳನ್ನು ಜನರಿಗೆ ತಿಳಿಸುವ ಕೆಲಸ ಮಾಡಬೇಕು ಎಂದು ಸಲಹೆ ನೀಡಿದರು. ಕಾರ್ಯಕ್ರಮದಲ್ಲಿ ಮಾಜಿ ಶಾಸಕರು, ಜಿಲ್ಲಾಧ್ಯಕ್ಷರು, ತಾಲೂಕು ಅಧ್ಯಕ್ಷರು, ಮಹಿಳಾ ಘಟಕದ ಪದಾಧಿಕಾರಿಗಳು ಹಾಗೂ ನೂರಾರು ಕಾರ್ಯಕರ್ತರು ಭಾಗವಹಿಸಿದ್ದರು. ಸದಸ್ಯತ್ವ ನೋಂದಣಿ ಅಭಿಯಾನ ಜಿಲ್ಲೆಯಾದ್ಯಂತ ಒಂದು ತಿಂಗಳ ಕಾಲ ನಡೆಯಲಿದ್ದು ಪ್ರತಿ ಗ್ರಾಮದಲ್ಲೂ ನೋಂದಣಿ ಶಿಬಿರ ಆಯೋಜಿಸಲಾಗುವುದು. ಹೆಚ್ಚು ಸದಸ್ಯರನ್ನು ನೋಂದಾಯಿಸಿದ ಕಾರ್ಯಕರ್ತರನ್ನು ಗೌರವಿಸಲಾಗುವುದು ಎಂದು ತಿಳಿಸಿದರು. ಯುವ ಸಮುದಾಯ ರಾಜಕೀಯದಲ್ಲಿ ಸಕ್ರಿಯವಾಗಿ ಪಾಲ್ಗೊಳ್ಳಬೇಕು, ಸಾಮಾಜಿಕ ಜಾಲತಾಣಗಳ ಮೂಲಕ ಪಕ್ಷದ ಸಿದ್ಧಾಂತಗಳನ್ನು ಪ್ರಚಾರ ಮಾಡಬೇಕು ಎಂದು ಮನವಿ ಮಾಡಿದರು. bbox=[264, 442, 392, 629]
